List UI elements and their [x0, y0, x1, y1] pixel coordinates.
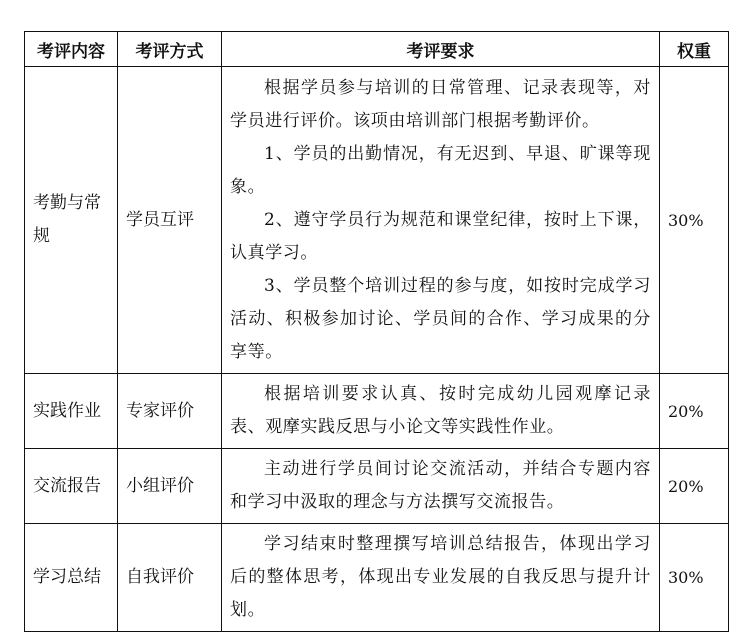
cell-content: 实践作业	[25, 374, 118, 449]
table-row	[25, 67, 729, 374]
cell-content: 考勤与常规	[25, 67, 118, 374]
cell-method: 小组评价	[118, 449, 222, 524]
cell-weight: 30%	[660, 67, 729, 374]
cell-method: 专家评价	[118, 374, 222, 449]
requirement-paragraph: 3、学员整个培训过程的参与度，如按时完成学习活动、积极参加讨论、学员间的合作、学习成果的分享等。	[230, 275, 651, 362]
cell-requirements	[222, 524, 660, 632]
table-row	[25, 374, 729, 449]
header-method: 考评方式	[118, 32, 222, 67]
cell-content: 交流报告	[25, 449, 118, 524]
requirement-paragraph: 根据培训要求认真、按时完成幼儿园观摩记录表、观摩实践反思与小论文等实践性作业。	[230, 384, 651, 437]
table-row	[25, 449, 729, 524]
cell-method: 学员互评	[118, 67, 222, 374]
cell-requirements	[222, 449, 660, 524]
requirement-paragraph: 1、学员的出勤情况，有无迟到、早退、旷课等现象。	[230, 143, 651, 197]
table-row	[25, 524, 729, 632]
header-requirements: 考评要求	[222, 32, 660, 67]
cell-weight: 20%	[660, 374, 729, 449]
cell-requirements	[222, 67, 660, 374]
cell-requirements	[222, 374, 660, 449]
requirement-paragraph: 主动进行学员间讨论交流活动，并结合专题内容和学习中汲取的理念与方法撰写交流报告。	[230, 459, 651, 512]
cell-method: 自我评价	[118, 524, 222, 632]
assessment-table	[24, 31, 729, 632]
header-row	[25, 32, 729, 67]
requirement-paragraph: 2、遵守学员行为规范和课堂纪律，按时上下课，认真学习。	[230, 209, 651, 263]
requirement-paragraph: 学习结束时整理撰写培训总结报告，体现出学习后的整体思考，体现出专业发展的自我反思与提升计划。	[230, 534, 651, 620]
header-weight: 权重	[660, 32, 729, 67]
cell-content: 学习总结	[25, 524, 118, 632]
cell-weight: 20%	[660, 449, 729, 524]
header-content: 考评内容	[25, 32, 118, 67]
cell-weight: 30%	[660, 524, 729, 632]
requirement-paragraph: 根据学员参与培训的日常管理、记录表现等，对学员进行评价。该项由培训部门根据考勤评价。	[230, 77, 651, 131]
